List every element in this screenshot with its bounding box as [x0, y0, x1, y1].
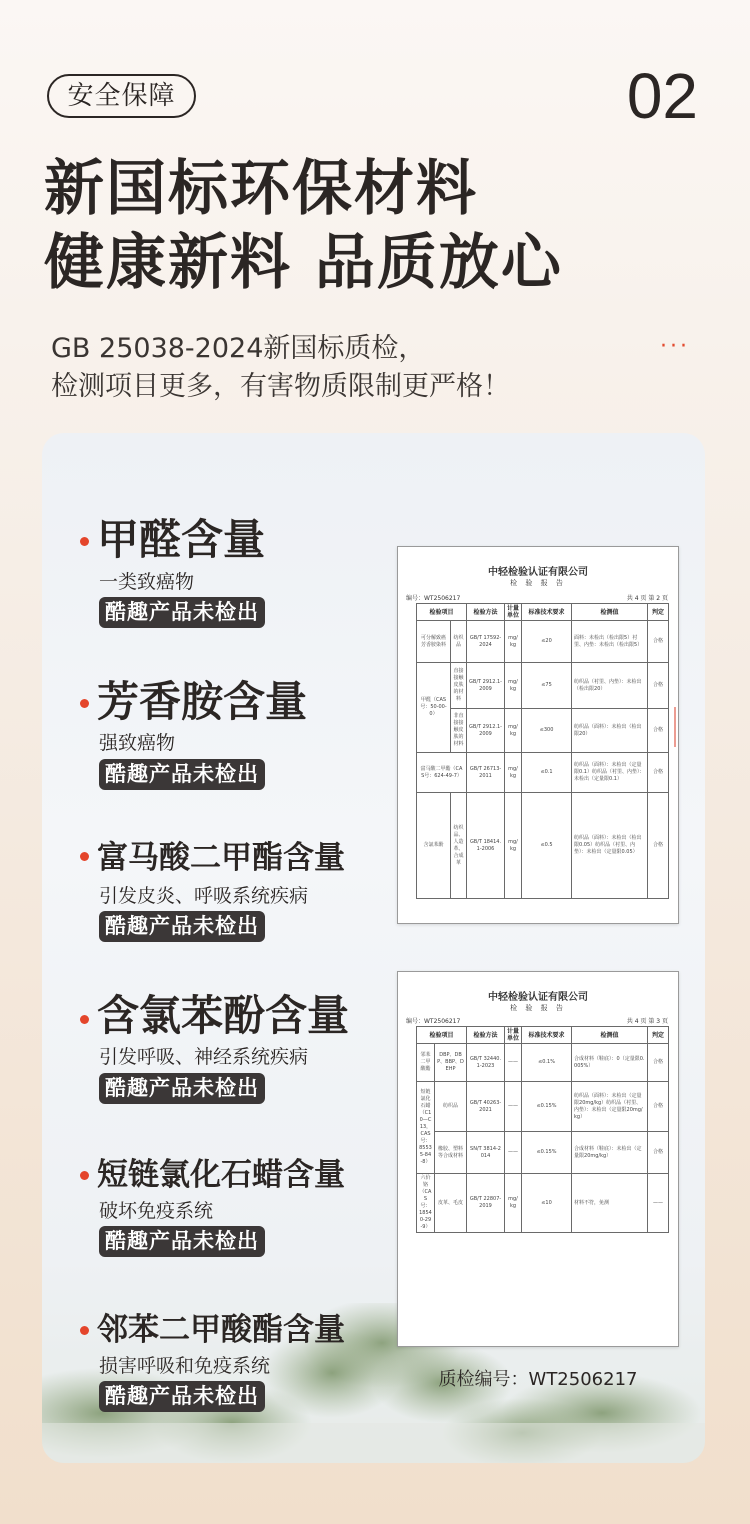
- table-cell: mg/kg: [505, 793, 522, 899]
- item-tag: 酷趣产品未检出: [99, 1073, 265, 1104]
- table-row: [417, 793, 669, 899]
- table-cell: GB/T 22807-2019: [467, 1174, 505, 1233]
- table-header: 判定: [648, 1027, 669, 1044]
- item-tag: 酷趣产品未检出: [99, 597, 265, 628]
- report-number: 编号：WT2506217: [406, 1018, 461, 1025]
- table-cell: 纺织品（面料）：未检出（定量限20mg/kg）纺织品（衬里、内垫）：未检出（定量限20mg/kg）: [572, 1082, 648, 1132]
- table-cell: 富马酸二甲酯（CAS号：624-49-7）: [417, 753, 467, 793]
- table-row: [417, 1044, 669, 1082]
- table-row: [417, 753, 669, 793]
- bullet-dot-icon: [80, 537, 89, 546]
- item-title: 芳香胺含量: [97, 677, 308, 726]
- table-cell: ≤0.15%: [522, 1132, 572, 1174]
- table-cell: 纺织品: [435, 1082, 467, 1132]
- report-page: 共 4 页 第 3 页: [626, 1018, 668, 1025]
- table-cell: ≤300: [522, 709, 572, 753]
- table-cell: mg/kg: [505, 621, 522, 663]
- table-row: [417, 663, 669, 709]
- headline-line-2: 健康新料 品质放心: [44, 228, 563, 298]
- table-cell: 纺织品、人造革、合成革: [451, 793, 467, 899]
- bullet-dot-icon: [80, 852, 89, 861]
- page-headline: [44, 152, 563, 300]
- table-cell: 合格: [648, 1082, 669, 1132]
- table-cell: GB/T 17592-2024: [467, 621, 505, 663]
- inspection-panel: [42, 433, 705, 1463]
- table-cell: mg/kg: [505, 709, 522, 753]
- table-header: 检验项目: [417, 1027, 467, 1044]
- table-cell: 六价铬（CAS号：18540-29-9）: [417, 1174, 435, 1233]
- bullet-dot-icon: [80, 1015, 89, 1024]
- table-cell: 含氯苯酚: [417, 793, 451, 899]
- seal-mark-icon: [674, 707, 680, 747]
- table-header: 计量单位: [505, 1027, 522, 1044]
- table-cell: ≤10: [522, 1174, 572, 1233]
- table-cell: mg/kg: [505, 663, 522, 709]
- table-cell: GB/T 32440.1-2023: [467, 1044, 505, 1082]
- table-cell: SN/T 3814-2014: [467, 1132, 505, 1174]
- subtitle: [51, 330, 510, 406]
- table-cell: ≤0.1: [522, 753, 572, 793]
- table-cell: ——: [648, 1174, 669, 1233]
- subtitle-line-1: GB 25038-2024新国标质检，: [51, 333, 426, 364]
- bullet-dot-icon: [80, 699, 89, 708]
- report-company: 中轻检验认证有限公司: [488, 992, 588, 1003]
- table-header: 标准技术要求: [522, 604, 572, 621]
- report-title: 检 验 报 告: [510, 1004, 566, 1012]
- table-cell: 甲醛（CAS号：50-00-0）: [417, 663, 451, 753]
- table-header: 计量单位: [505, 604, 522, 621]
- item-title: 短链氯化石蜡含量: [97, 1157, 345, 1193]
- item-title: 富马酸二甲酯含量: [97, 840, 345, 876]
- item-desc: 引发皮炎、呼吸系统疾病: [99, 885, 309, 907]
- table-cell: 纺织品（衬里、内垫）：未检出（检出限20）: [572, 663, 648, 709]
- table-cell: 橡胶、塑料等合成材料: [435, 1132, 467, 1174]
- table-cell: mg/kg: [505, 1174, 522, 1233]
- table-row: [417, 709, 669, 753]
- table-header: 判定: [648, 604, 669, 621]
- inspection-report-page-3: [397, 971, 679, 1347]
- table-header: 检验方法: [467, 604, 505, 621]
- report-company: 中轻检验认证有限公司: [488, 567, 588, 578]
- report-page: 共 4 页 第 2 页: [626, 595, 668, 602]
- item-desc: 强致癌物: [99, 732, 176, 754]
- table-cell: 纺织品: [451, 621, 467, 663]
- item-title: 甲醛含量: [97, 515, 266, 564]
- table-cell: 合成材料（鞋底）：未检出（定量限20mg/kg）: [572, 1132, 648, 1174]
- table-cell: ——: [505, 1132, 522, 1174]
- table-cell: 纺织品（面料）：未检出（定量限0.1）纺织品（衬里、内垫）：未检出（定量限0.1）: [572, 753, 648, 793]
- table-header: 检测值: [572, 1027, 648, 1044]
- table-cell: ≤20: [522, 621, 572, 663]
- quality-number: 质检编号：WT2506217: [438, 1369, 638, 1390]
- item-tag: 酷趣产品未检出: [99, 1226, 265, 1257]
- table-header: 标准技术要求: [522, 1027, 572, 1044]
- table-cell: ——: [505, 1082, 522, 1132]
- table-row: [417, 1174, 669, 1233]
- report-number: 编号：WT2506217: [406, 595, 461, 602]
- headline-line-1: 新国标环保材料: [44, 154, 478, 224]
- table-cell: GB/T 2912.1-2009: [467, 709, 505, 753]
- bullet-dot-icon: [80, 1326, 89, 1335]
- table-row: [417, 1132, 669, 1174]
- table-cell: ——: [505, 1044, 522, 1082]
- table-cell: 直接接触皮肤的材料: [451, 663, 467, 709]
- table-header: 检验方法: [467, 1027, 505, 1044]
- item-title: 含氯苯酚含量: [97, 991, 350, 1040]
- table-cell: 合成材料（鞋底）：0（定量限0.005%）: [572, 1044, 648, 1082]
- more-dots-icon: ···: [660, 334, 690, 359]
- table-cell: 皮革、毛皮: [435, 1174, 467, 1233]
- table-header-row: [417, 604, 669, 621]
- item-desc: 损害呼吸和免疫系统: [99, 1355, 271, 1377]
- table-cell: ≤0.5: [522, 793, 572, 899]
- table-row: [417, 621, 669, 663]
- table-cell: 合格: [648, 753, 669, 793]
- table-cell: ≤0.15%: [522, 1082, 572, 1132]
- table-cell: 面料：未检出（检出限5）衬里、内垫：未检出（检出限5）: [572, 621, 648, 663]
- table-cell: ≤0.1%: [522, 1044, 572, 1082]
- table-cell: 合格: [648, 1132, 669, 1174]
- report-table: [416, 1026, 669, 1233]
- section-number: 02: [626, 60, 698, 132]
- table-cell: GB/T 26713-2011: [467, 753, 505, 793]
- item-title: 邻苯二甲酸酯含量: [97, 1312, 345, 1348]
- subtitle-line-2: 检测项目更多，有害物质限制更严格！: [51, 371, 510, 402]
- table-cell: GB/T 18414.1-2006: [467, 793, 505, 899]
- table-cell: 非直接接触皮肤的材料: [451, 709, 467, 753]
- table-header: 检测值: [572, 604, 648, 621]
- table-cell: 纺织品（面料）：未检出（检出限20）: [572, 709, 648, 753]
- item-desc: 引发呼吸、神经系统疾病: [99, 1046, 309, 1068]
- report-table: [416, 603, 669, 899]
- item-tag: 酷趣产品未检出: [99, 1381, 265, 1412]
- table-cell: 合格: [648, 1044, 669, 1082]
- table-header-row: [417, 1027, 669, 1044]
- table-cell: 合格: [648, 793, 669, 899]
- table-cell: 纺织品（面料）：未检出（检出限0.05）纺织品（衬里、内垫）：未检出（定量限0.05）: [572, 793, 648, 899]
- table-cell: GB/T 40263-2021: [467, 1082, 505, 1132]
- table-cell: 短链氯化石蜡（C10—C13，CAS号：85535-84-8）: [417, 1082, 435, 1174]
- item-desc: 一类致癌物: [99, 571, 195, 593]
- table-cell: 合格: [648, 663, 669, 709]
- table-cell: 材料不符，免测: [572, 1174, 648, 1233]
- item-tag: 酷趣产品未检出: [99, 911, 265, 942]
- table-row: [417, 1082, 669, 1132]
- bullet-dot-icon: [80, 1171, 89, 1180]
- table-cell: ≤75: [522, 663, 572, 709]
- table-cell: mg/kg: [505, 753, 522, 793]
- report-title: 检 验 报 告: [510, 579, 566, 587]
- inspection-report-page-2: [397, 546, 679, 924]
- section-badge: 安全保障: [47, 74, 196, 118]
- table-cell: 可分解致癌芳香胺染料: [417, 621, 451, 663]
- table-cell: GB/T 2912.1-2009: [467, 663, 505, 709]
- item-tag: 酷趣产品未检出: [99, 759, 265, 790]
- table-cell: DBP、DBP、BBP、DEHP: [435, 1044, 467, 1082]
- table-cell: 合格: [648, 621, 669, 663]
- table-cell: 邻苯二甲酸酯: [417, 1044, 435, 1082]
- table-header: 检验项目: [417, 604, 467, 621]
- item-desc: 破坏免疫系统: [99, 1200, 214, 1222]
- table-cell: 合格: [648, 709, 669, 753]
